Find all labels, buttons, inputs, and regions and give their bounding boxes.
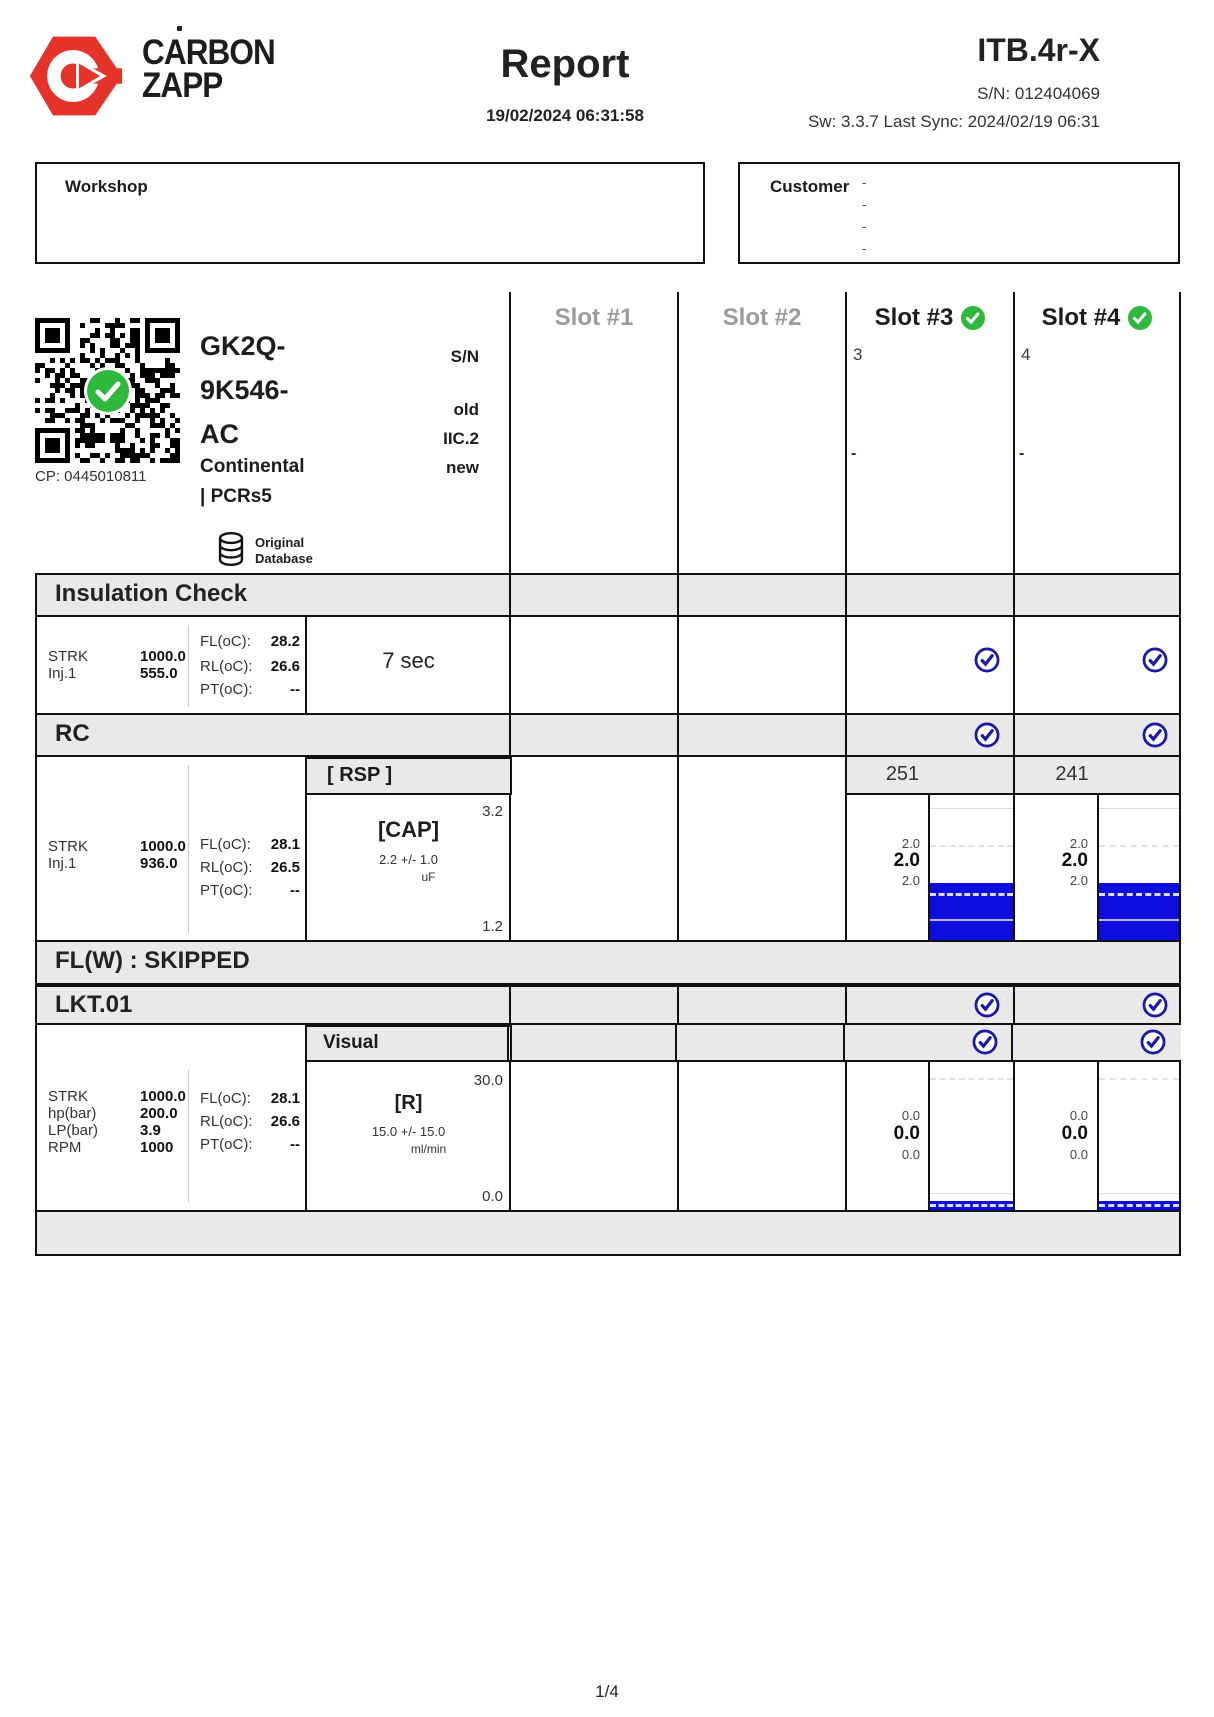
slot3-header xyxy=(847,303,1013,333)
part-brand: Continental xyxy=(200,456,305,477)
lkt-title: LKT.01 xyxy=(55,991,133,1018)
insulation-title: Insulation Check xyxy=(55,580,248,607)
pt-temp-value: -- xyxy=(290,1136,300,1153)
slot3-value-high: 2.0 xyxy=(901,836,920,851)
strk-label: STRK xyxy=(48,1088,89,1105)
rc-row xyxy=(35,757,1181,940)
slot3-check-icon xyxy=(974,722,1000,748)
device-serial: S/N: 012404069 xyxy=(977,84,1100,103)
slot3-value-main: 0.0 xyxy=(893,1123,920,1144)
slot3-cap-bar xyxy=(930,883,1013,940)
slot3-flow-bar xyxy=(930,1201,1013,1210)
brand-wordmark xyxy=(142,33,275,105)
customer-field-dashes xyxy=(862,172,866,260)
r-label: [R] xyxy=(394,1092,423,1114)
rl-temp-value: 26.6 xyxy=(270,1113,300,1130)
insulation-section-header xyxy=(35,573,1181,617)
part-meta-new: new xyxy=(445,458,479,477)
rsp-header-cell xyxy=(305,757,512,795)
carbon-zapp-logo-icon xyxy=(28,28,124,124)
part-code-line1: GK2Q- xyxy=(200,331,286,361)
qr-verified-icon xyxy=(83,366,133,416)
lkt-row xyxy=(35,1062,1181,1210)
lkt-section-header xyxy=(35,985,1181,1025)
cap-min: 1.2 xyxy=(482,918,503,935)
device-name: ITB.4r-X xyxy=(977,32,1100,68)
cap-spec: 2.2 +/- 1.0 xyxy=(379,852,438,867)
r-min: 0.0 xyxy=(482,1188,503,1205)
brand-line1: CARBON xyxy=(142,33,275,72)
slot2-header xyxy=(679,303,845,333)
strk-value: 1000.0 xyxy=(140,1088,186,1105)
qr-code xyxy=(35,318,180,463)
fl-temp-label: FL(oC): xyxy=(200,1090,251,1107)
customer-dash: - xyxy=(862,241,867,256)
slot4-check-icon xyxy=(1142,722,1168,748)
lp-value: 3.9 xyxy=(140,1122,161,1139)
rpm-value: 1000 xyxy=(140,1139,174,1156)
slot4-check-icon xyxy=(1142,992,1168,1018)
slot3-value-main: 2.0 xyxy=(893,850,920,871)
flw-section-header xyxy=(35,940,1181,985)
cap-unit: uF xyxy=(421,870,436,884)
device-sync: Sw: 3.3.7 Last Sync: 2024/02/19 06:31 xyxy=(807,112,1100,131)
slot4-value-low: 2.0 xyxy=(1069,873,1088,888)
strk-label: STRK xyxy=(48,648,89,665)
hp-label: hp(bar) xyxy=(48,1105,97,1122)
part-code-line2: 9K546- xyxy=(200,375,289,405)
slot3-dash: - xyxy=(851,445,857,462)
slot4-check-icon xyxy=(1142,647,1168,673)
slot4-header xyxy=(1015,303,1179,333)
slot4-cap-chart xyxy=(1097,795,1179,940)
part-meta-iic: IIC.2 xyxy=(443,429,479,448)
rl-temp-value: 26.5 xyxy=(270,859,300,876)
slot3-number: 3 xyxy=(853,345,863,364)
rl-temp-value: 26.6 xyxy=(270,658,300,675)
slot3-flow-chart xyxy=(928,1062,1013,1210)
pt-temp-value: -- xyxy=(290,882,300,899)
slot4-cap-bar xyxy=(1099,883,1179,940)
slot3-check-icon xyxy=(974,992,1000,1018)
slot4-pass-icon xyxy=(1128,306,1152,330)
slot4-value-low: 0.0 xyxy=(1069,1147,1088,1162)
page-number: 1/4 xyxy=(595,1682,619,1701)
lp-label: LP(bar) xyxy=(48,1122,99,1139)
qr-caption: CP: 0445010811 xyxy=(35,468,147,485)
slot4-value-high: 2.0 xyxy=(1069,836,1088,851)
slot2-label: Slot #2 xyxy=(722,304,802,331)
pt-temp-label: PT(oC): xyxy=(200,1136,253,1153)
slot4-number: 4 xyxy=(1021,345,1031,364)
brand-line2: ZAPP xyxy=(142,66,223,105)
slot4-value-high: 0.0 xyxy=(1069,1108,1088,1123)
slot3-value-low: 0.0 xyxy=(901,1147,920,1162)
customer-label: Customer xyxy=(770,177,850,196)
r-max: 30.0 xyxy=(473,1072,503,1089)
slot1-label: Slot #1 xyxy=(554,304,634,331)
slot3-check-icon xyxy=(974,647,1000,673)
fl-temp-value: 28.1 xyxy=(270,1090,300,1107)
slot4-value-main: 0.0 xyxy=(1061,1123,1088,1144)
pt-temp-label: PT(oC): xyxy=(200,882,253,899)
database-label xyxy=(255,535,313,567)
strk-value: 1000.0 xyxy=(140,838,186,855)
r-unit: ml/min xyxy=(410,1142,447,1156)
rpm-label: RPM xyxy=(48,1139,82,1156)
cap-label: [CAP] xyxy=(377,817,440,842)
customer-dash: - xyxy=(862,219,867,234)
workshop-label: Workshop xyxy=(65,177,148,196)
slot4-rsp-value: 241 xyxy=(1055,763,1089,785)
part-code-line3: AC xyxy=(200,419,239,449)
brand-trademark-dot xyxy=(177,26,182,31)
slot3-rsp-value: 251 xyxy=(885,763,920,785)
footer-band xyxy=(35,1210,1181,1256)
flw-title: FL(W) : SKIPPED xyxy=(55,947,250,974)
slot4-flow-bar xyxy=(1099,1201,1179,1210)
report-datetime: 19/02/2024 06:31:58 xyxy=(486,106,644,125)
slot1-header xyxy=(511,303,677,333)
slot4-rsp-cell xyxy=(1015,757,1179,795)
slot3-check-icon xyxy=(972,1029,998,1055)
customer-dash: - xyxy=(862,175,867,190)
customer-dash: - xyxy=(862,197,867,212)
slot3-cap-chart xyxy=(928,795,1013,940)
cap-max: 3.2 xyxy=(482,803,503,820)
slot4-check-icon xyxy=(1140,1029,1166,1055)
rc-section-header xyxy=(35,713,1181,757)
part-meta-sn: S/N xyxy=(450,347,479,366)
inj-label: Inj.1 xyxy=(48,855,77,872)
visual-label: Visual xyxy=(323,1032,379,1053)
hp-value: 200.0 xyxy=(140,1105,178,1122)
pt-temp-value: -- xyxy=(290,681,300,698)
slot4-dash: - xyxy=(1019,445,1025,462)
fl-temp-value: 28.1 xyxy=(270,836,300,853)
slot3-label: Slot #3 xyxy=(874,304,954,331)
slot4-label: Slot #4 xyxy=(1041,304,1121,331)
r-spec: 15.0 +/- 15.0 xyxy=(371,1124,446,1139)
part-meta-old: old xyxy=(453,400,479,419)
slot3-value-low: 2.0 xyxy=(901,873,920,888)
inj-label: Inj.1 xyxy=(48,665,77,682)
rl-temp-label: RL(oC): xyxy=(200,1113,253,1130)
report-title: Report xyxy=(500,42,630,86)
slot3-pass-icon xyxy=(961,306,985,330)
slot4-flow-chart xyxy=(1097,1062,1179,1210)
database-label-line1: Original xyxy=(255,535,305,550)
insulation-row xyxy=(35,617,1181,713)
part-family: | PCRs5 xyxy=(200,486,272,507)
visual-header-cell xyxy=(305,1025,512,1062)
fl-temp-value: 28.2 xyxy=(270,633,300,650)
database-label-line2: Database xyxy=(255,551,313,566)
fl-temp-label: FL(oC): xyxy=(200,836,251,853)
workshop-box xyxy=(35,162,705,264)
rl-temp-label: RL(oC): xyxy=(200,658,253,675)
pt-temp-label: PT(oC): xyxy=(200,681,253,698)
database-icon xyxy=(216,532,246,566)
slot3-rsp-cell xyxy=(847,757,1013,795)
slot4-value-main: 2.0 xyxy=(1061,850,1088,871)
rc-title: RC xyxy=(55,720,90,747)
rsp-label: [ RSP ] xyxy=(327,764,393,786)
visual-row xyxy=(35,1025,1181,1062)
slot3-value-high: 0.0 xyxy=(901,1108,920,1123)
strk-value: 1000.0 xyxy=(140,648,186,665)
fl-temp-label: FL(oC): xyxy=(200,633,251,650)
rl-temp-label: RL(oC): xyxy=(200,859,253,876)
insulation-duration: 7 sec xyxy=(382,648,435,673)
inj-value: 555.0 xyxy=(140,665,178,682)
strk-label: STRK xyxy=(48,838,89,855)
customer-box xyxy=(738,162,1180,264)
inj-value: 936.0 xyxy=(140,855,178,872)
